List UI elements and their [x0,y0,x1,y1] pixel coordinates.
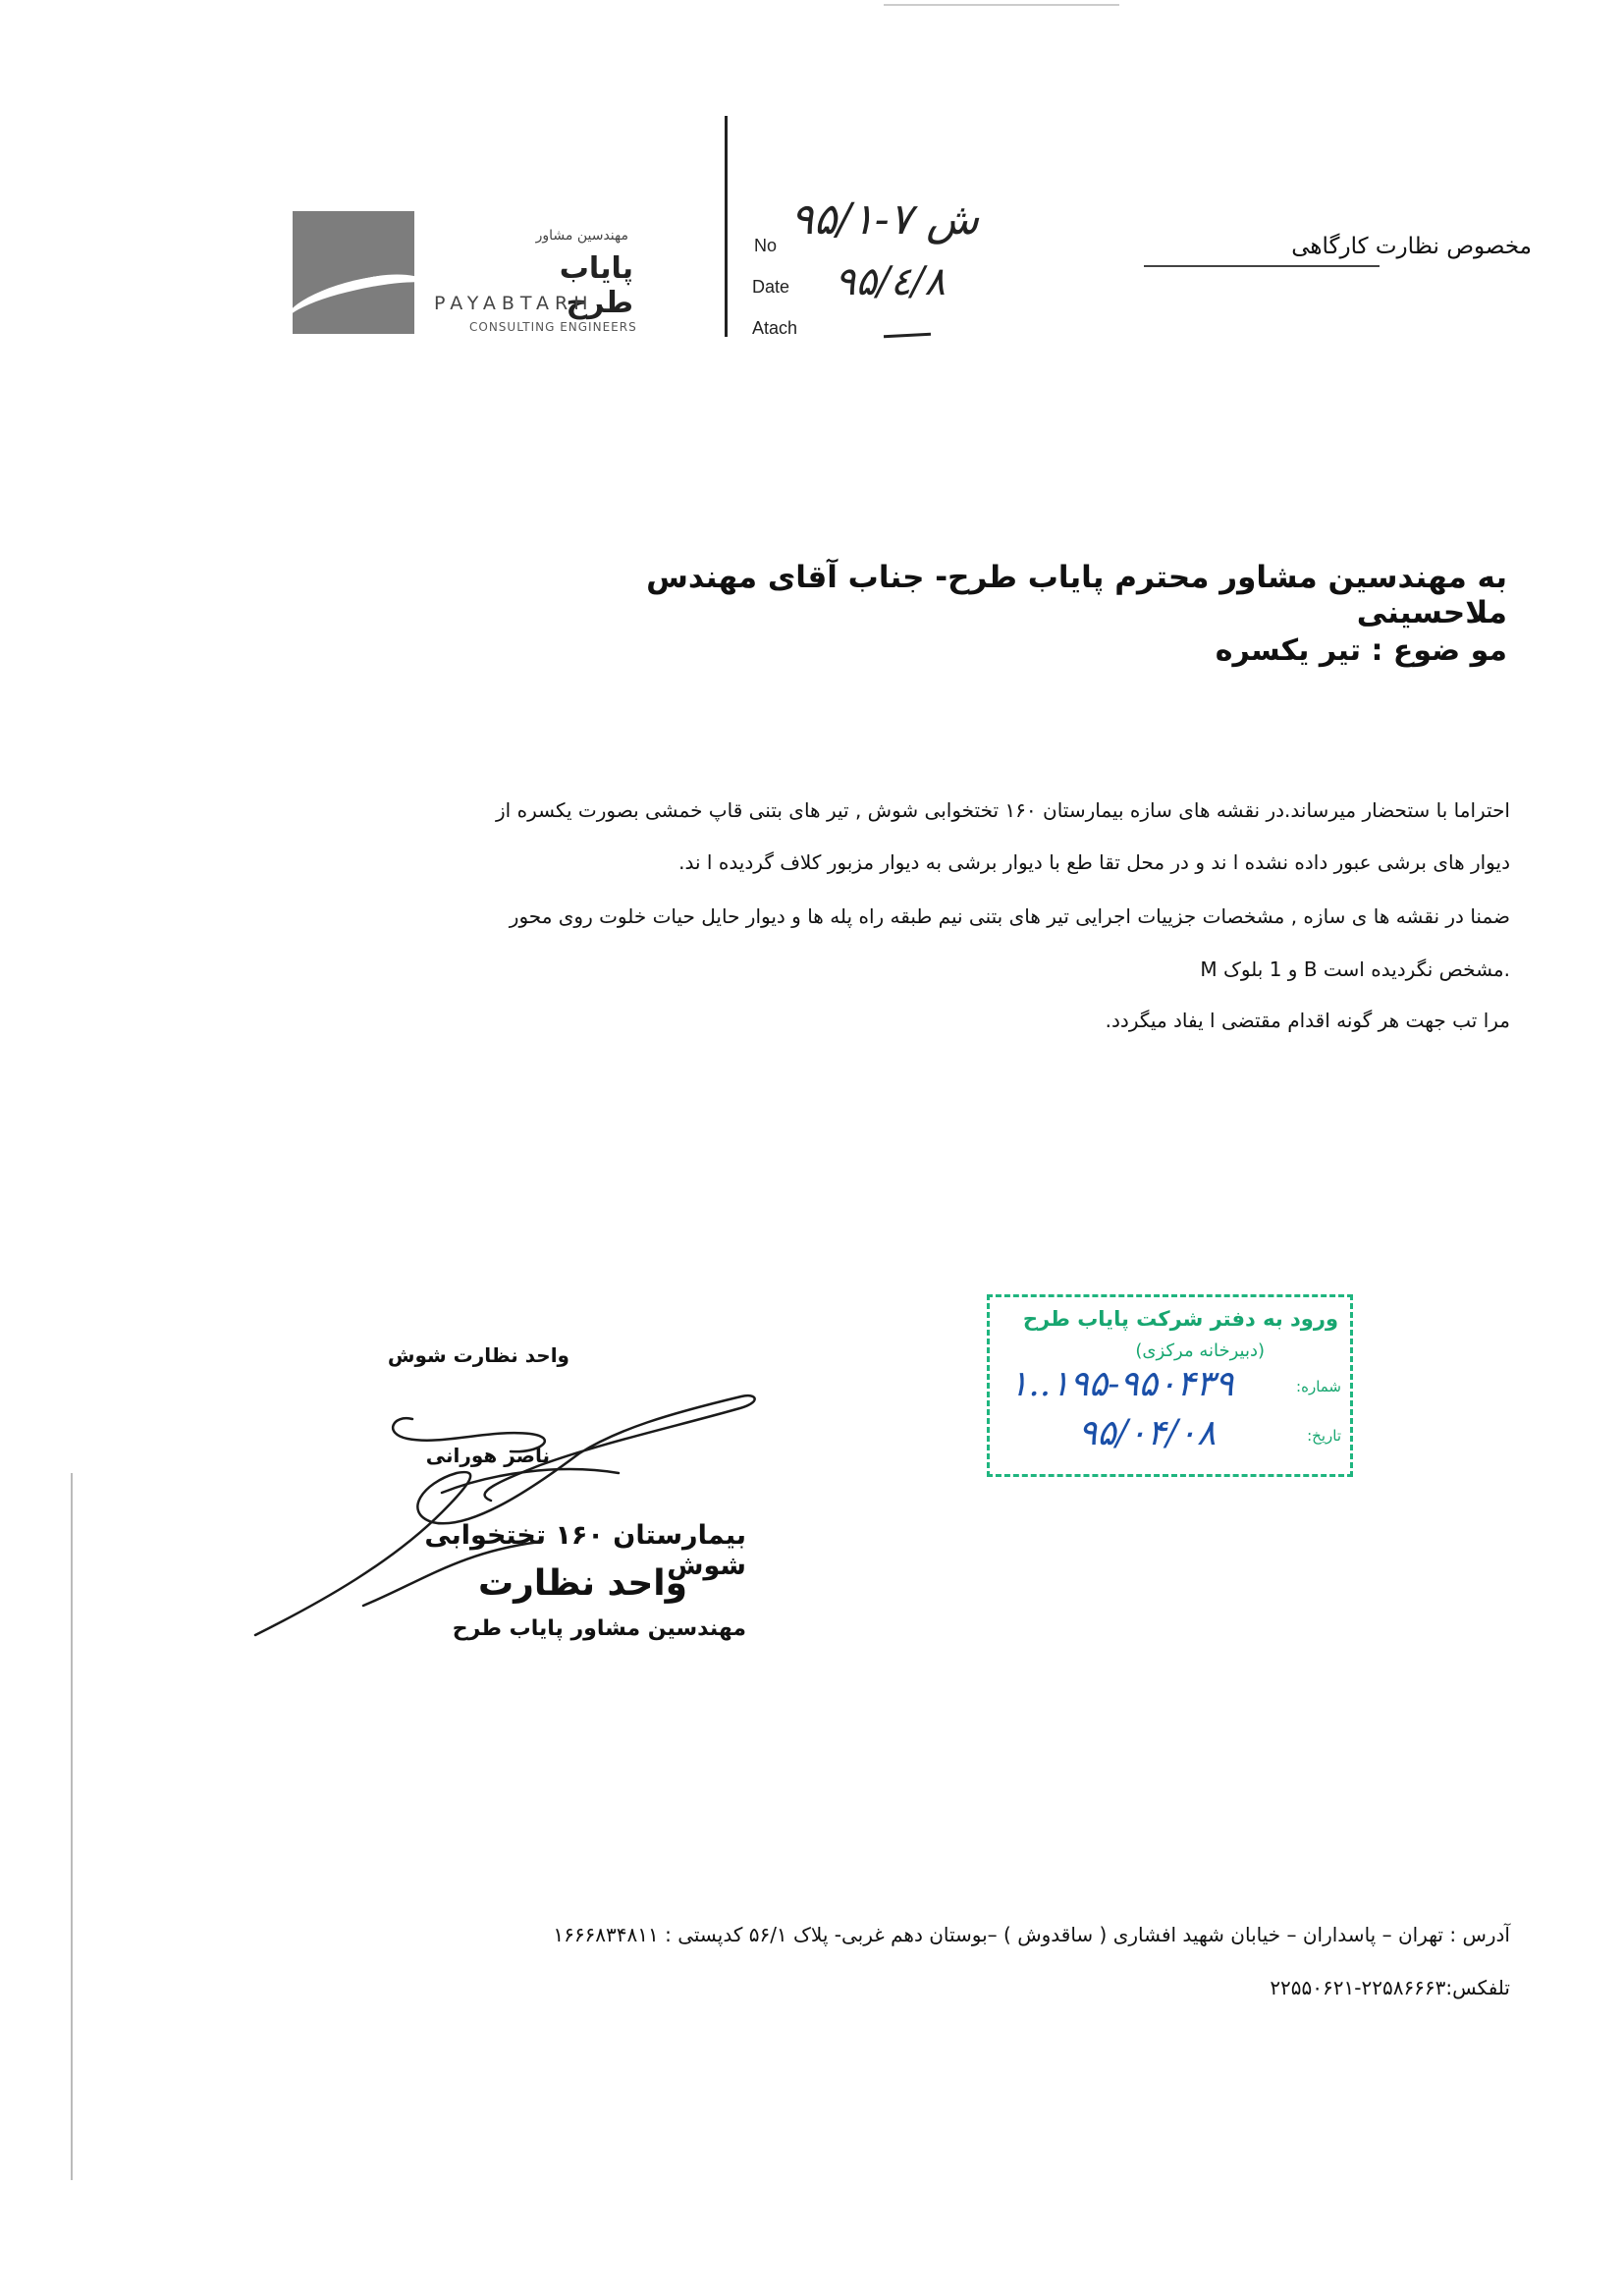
scan-edge-line [71,1473,73,2180]
attachment-label: Atach [752,318,798,338]
seal-hospital-line: بیمارستان ۱۶۰ تختخوابی شوش [424,1520,746,1581]
body-paragraph-line: M و 1 بلوک B مشخص نگردیده است. [1200,957,1510,981]
header-divider [725,116,728,337]
handwritten-signature [245,1375,776,1669]
number-label: No [754,236,778,255]
signer-name: ناصر هورانی [425,1444,550,1467]
stamp-subtitle: (دبیرخانه مرکزی) [1135,1340,1265,1361]
company-logo-icon [293,211,414,334]
letter-date-handwritten: ۹۵/٤/۸ [835,259,946,304]
stamp-number-label: شماره: [1296,1378,1341,1395]
logo-persian-name: پایاب طرح [559,251,633,320]
registry-stamp [987,1294,1353,1477]
letter-number-handwritten: ۹۵/۱-۷ ش [790,194,979,245]
stamp-title: ورود به دفتر شرکت پایاب طرح [1022,1307,1338,1331]
footer-phone: تلفکس:۲۲۵۸۶۶۶۳-۲۲۵۵۰۶۲۱ [1270,1976,1510,1999]
stamp-date-label: تاریخ: [1307,1427,1341,1445]
special-label-underline [1144,265,1380,267]
special-supervision-label: مخصوص نظارت کارگاهی [1291,234,1532,259]
attachment-dash-mark [884,333,931,339]
unit-title: واحد نظارت شوش [387,1343,569,1367]
stamp-date-value: ۹۵/۰۴/۰۸ [1078,1413,1217,1453]
addressee-line: به مهندسین مشاور محترم پایاب طرح- جناب آقای مهندس ملاحسینی [646,560,1507,630]
stamp-number-value: ۱..۱۹۵-۹۵۰۴۳۹ [1009,1364,1234,1404]
body-paragraph-line: دیوار های برشی عبور داده نشده ا ند و در محل تقا طع با دیوار برشی به دیوار مزبور کلاف گردیده ا ند. [678,850,1510,874]
seal-unit-line: واحد نظارت [478,1563,687,1604]
logo-persian-subtitle: مهندسین مشاور [535,228,628,244]
scan-edge-line [884,4,1119,6]
logo-english-subtitle: CONSULTING ENGINEERS [469,320,637,334]
seal-company-line: مهندسین مشاور پایاب طرح [452,1616,746,1641]
date-label: Date [752,277,790,297]
body-paragraph-line: مرا تب جهت هر گونه اقدام مقتضی ا یفاد میگردد. [1105,1009,1510,1032]
logo-english-name: PAYABTARH [434,293,594,314]
body-paragraph-line: ضمنا در نقشه ها ی سازه , مشخصات جزییات اجرایی تیر های بتنی نیم طبقه راه پله ها و دیوار حایل حیات خلوت روی محور [509,904,1510,928]
body-paragraph-line: احتراما با ستحضار میرساند.در نقشه های سازه بیمارستان ۱۶۰ تختخوابی شوش , تیر های بتنی قاپ خمشی بصورت یکسره از [496,798,1510,822]
subject-line: مو ضوع : تیر یکسره [1215,633,1507,668]
footer-address: آدرس : تهران – پاسداران – خیابان شهید افشاری ( ساقدوش ) –بوستان دهم غربی- پلاک ۵۶/۱ کدپستی : ۱۶۶۶۸۳۴۸۱۱ [553,1923,1510,1946]
